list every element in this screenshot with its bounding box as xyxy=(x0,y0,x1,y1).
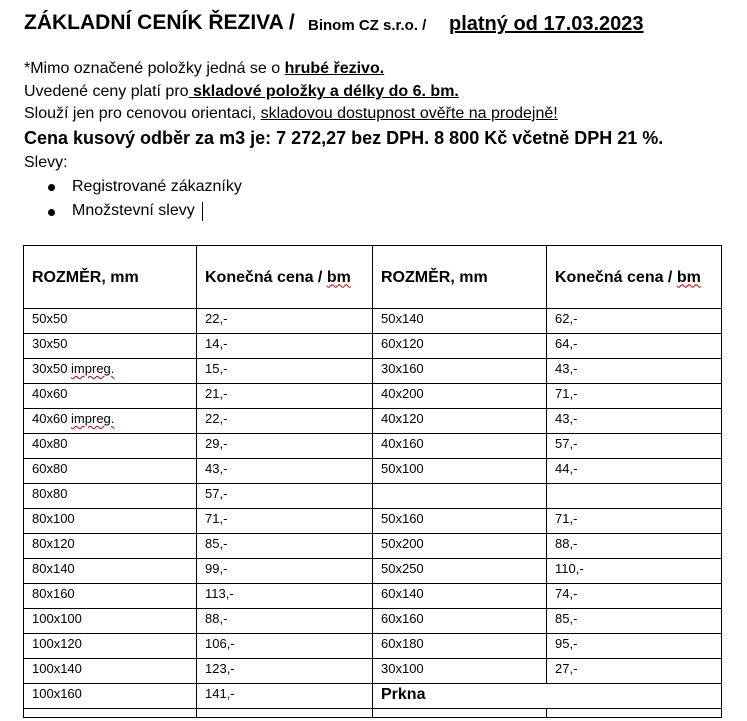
price-cell: 99,- xyxy=(197,559,373,584)
price-cell: 15,- xyxy=(197,359,373,384)
size-cell xyxy=(373,484,547,509)
price-cell: 141,- xyxy=(197,684,373,709)
price-cell: 71,- xyxy=(547,509,722,534)
price-cell: 27,- xyxy=(547,659,722,684)
price-cell: 43,- xyxy=(547,409,722,434)
discount-item-registered: Registrované zákazníky xyxy=(72,178,242,195)
price-cell: 110,- xyxy=(547,559,722,584)
size-value: 40x60 xyxy=(32,411,72,426)
size-value: 80x120 xyxy=(32,536,75,551)
impregnated-tag: impreg. xyxy=(71,361,115,376)
size-cell xyxy=(24,334,197,359)
size-cell: 30x100 xyxy=(373,659,547,684)
bullet-icon xyxy=(48,209,55,216)
size-value: 30x50 xyxy=(32,361,72,376)
size-cell xyxy=(24,359,197,384)
column-header-price-unit: bm xyxy=(326,268,351,286)
size-cell xyxy=(24,559,197,584)
table-row xyxy=(24,584,722,609)
empty-cell xyxy=(197,709,373,718)
size-cell: 40x120 xyxy=(373,409,547,434)
table-row xyxy=(24,359,722,384)
note-text: Uvedené ceny platí pro xyxy=(24,83,189,100)
empty-cell xyxy=(24,709,197,718)
size-cell: 60x140 xyxy=(373,584,547,609)
size-cell: 50x250 xyxy=(373,559,547,584)
size-cell xyxy=(24,609,197,634)
company-name: Binom CZ s.r.o. / xyxy=(308,17,427,34)
size-cell xyxy=(24,409,197,434)
size-cell: 40x160 xyxy=(373,434,547,459)
size-cell: 50x100 xyxy=(373,459,547,484)
note-line-orientation xyxy=(24,105,558,123)
price-cell: 22,- xyxy=(197,309,373,334)
table-row xyxy=(24,659,722,684)
size-value: 80x100 xyxy=(32,511,75,526)
price-cell: 85,- xyxy=(197,534,373,559)
table-row xyxy=(24,459,722,484)
size-cell: 60x160 xyxy=(373,609,547,634)
size-cell xyxy=(24,684,197,709)
size-cell: 60x180 xyxy=(373,634,547,659)
size-cell xyxy=(24,534,197,559)
empty-cell xyxy=(373,709,547,718)
size-value: 80x80 xyxy=(32,486,68,501)
table-header-row xyxy=(24,246,722,309)
note-text: *Mimo označené položky jedná se o xyxy=(24,60,285,77)
empty-cell xyxy=(547,709,722,718)
discount-item-quantity: Množstevní slevy xyxy=(72,202,195,219)
table-row xyxy=(24,634,722,659)
column-header-price xyxy=(547,246,722,309)
size-cell xyxy=(24,659,197,684)
table-row xyxy=(24,384,722,409)
table-row xyxy=(24,334,722,359)
size-value: 30x50 xyxy=(32,336,68,351)
price-cell: 43,- xyxy=(197,459,373,484)
size-value: 80x160 xyxy=(32,586,75,601)
size-value: 100x160 xyxy=(32,686,82,701)
table-row xyxy=(24,409,722,434)
size-cell xyxy=(24,484,197,509)
price-cell: 22,- xyxy=(197,409,373,434)
table-row xyxy=(24,434,722,459)
table-row xyxy=(24,559,722,584)
size-cell: 60x120 xyxy=(373,334,547,359)
table-row xyxy=(24,709,722,718)
size-value: 100x120 xyxy=(32,636,82,651)
size-cell: 50x200 xyxy=(373,534,547,559)
text-cursor xyxy=(202,202,203,221)
price-table xyxy=(23,245,722,718)
note-text: Slouží jen pro cenovou orientaci, xyxy=(24,105,261,122)
price-cell: 62,- xyxy=(547,309,722,334)
document-title: ZÁKLADNÍ CENÍK ŘEZIVA / xyxy=(24,11,295,34)
size-value: 100x140 xyxy=(32,661,82,676)
size-cell: 30x160 xyxy=(373,359,547,384)
size-cell xyxy=(24,584,197,609)
price-cell: 95,- xyxy=(547,634,722,659)
price-cell xyxy=(547,484,722,509)
price-cell: 123,- xyxy=(197,659,373,684)
price-cell: 71,- xyxy=(197,509,373,534)
table-row xyxy=(24,609,722,634)
table-row xyxy=(24,509,722,534)
size-cell: 50x140 xyxy=(373,309,547,334)
section-heading-cell: Prkna xyxy=(373,684,722,709)
price-cell: 74,- xyxy=(547,584,722,609)
column-header-size: ROZMĚR, mm xyxy=(373,246,547,309)
price-cell: 21,- xyxy=(197,384,373,409)
price-cell: 113,- xyxy=(197,584,373,609)
price-per-m3-line: Cena kusový odběr za m3 je: 7 272,27 bez DPH. 8 800 Kč včetně DPH 21 %. xyxy=(24,128,664,148)
valid-from-date: platný od 17.03.2023 xyxy=(449,13,644,35)
column-header-size: ROZMĚR, mm xyxy=(24,246,197,309)
size-cell xyxy=(24,309,197,334)
price-cell: 43,- xyxy=(547,359,722,384)
size-value: 80x140 xyxy=(32,561,75,576)
column-header-price-text: Konečná cena / xyxy=(555,268,677,286)
size-cell xyxy=(24,459,197,484)
note-highlight: hrubé řezivo. xyxy=(284,60,385,77)
table-row xyxy=(24,534,722,559)
column-header-price-unit: bm xyxy=(676,268,701,286)
size-cell xyxy=(24,634,197,659)
discounts-label: Slevy: xyxy=(24,154,68,171)
note-highlight: skladové položky a délky do 6. bm. xyxy=(188,83,459,100)
column-header-price xyxy=(197,246,373,309)
size-cell: 40x200 xyxy=(373,384,547,409)
size-cell xyxy=(24,509,197,534)
price-cell: 106,- xyxy=(197,634,373,659)
size-cell xyxy=(24,434,197,459)
price-cell: 57,- xyxy=(197,484,373,509)
note-line-raw-timber xyxy=(24,60,384,78)
size-value: 50x50 xyxy=(32,311,68,326)
size-value: 40x60 xyxy=(32,386,68,401)
size-value: 40x80 xyxy=(32,436,68,451)
price-cell: 29,- xyxy=(197,434,373,459)
price-cell: 85,- xyxy=(547,609,722,634)
price-cell: 14,- xyxy=(197,334,373,359)
price-cell: 44,- xyxy=(547,459,722,484)
size-value: 100x100 xyxy=(32,611,82,626)
size-cell xyxy=(24,384,197,409)
note-line-stock-items xyxy=(24,83,459,101)
note-highlight: skladovou dostupnost ověřte na prodejně! xyxy=(260,105,558,122)
column-header-price-text: Konečná cena / xyxy=(205,268,327,286)
table-row xyxy=(24,484,722,509)
table-row xyxy=(24,684,722,709)
bullet-icon xyxy=(48,184,55,191)
price-cell: 64,- xyxy=(547,334,722,359)
price-cell: 88,- xyxy=(197,609,373,634)
price-cell: 88,- xyxy=(547,534,722,559)
size-cell: 50x160 xyxy=(373,509,547,534)
price-cell: 57,- xyxy=(547,434,722,459)
size-value: 60x80 xyxy=(32,461,68,476)
table-row xyxy=(24,309,722,334)
price-cell: 71,- xyxy=(547,384,722,409)
impregnated-tag: impreg. xyxy=(71,411,115,426)
